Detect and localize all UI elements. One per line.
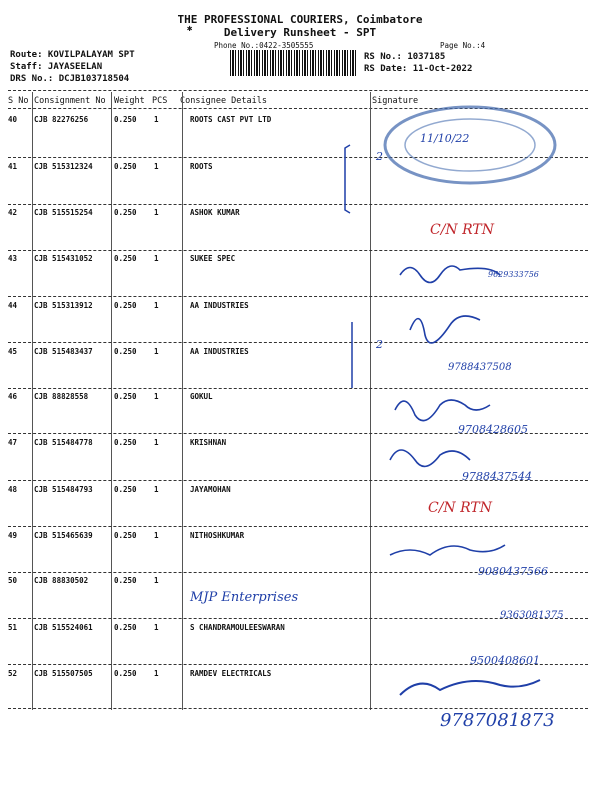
stamp-date: 11/10/22 (420, 132, 470, 145)
col-signature: Signature (372, 96, 419, 106)
mark-2a: 2 (376, 150, 383, 163)
divider (8, 90, 588, 91)
row-sno: 49 (8, 531, 18, 540)
row-consignment: CJB 515313912 (34, 301, 93, 310)
row-sno: 43 (8, 254, 18, 263)
row-pcs: 1 (154, 347, 159, 356)
row-sno: 48 (8, 485, 18, 494)
row-sno: 44 (8, 301, 18, 310)
row-consignee: NITHOSHKUMAR (190, 531, 245, 540)
row-consignment: CJB 515507505 (34, 669, 93, 678)
row-pcs: 1 (154, 576, 159, 585)
row-weight: 0.250 (114, 669, 137, 678)
signature-icon (395, 400, 490, 421)
bracket-mark (345, 145, 350, 213)
row-consignment: CJB 88828558 (34, 392, 89, 401)
row-consignment: CJB 82276256 (34, 115, 89, 124)
row-pcs: 1 (154, 438, 159, 447)
phone-note: 9629333756 (488, 270, 539, 279)
company-title: THE PROFESSIONAL COURIERS, Coimbatore (177, 13, 423, 26)
cursor-mark: ✱ (187, 24, 193, 34)
phone-note: 9708428605 (458, 423, 528, 436)
row-weight: 0.250 (114, 347, 137, 356)
runsheet-title: Delivery Runsheet - SPT (223, 26, 377, 39)
row-sno: 52 (8, 669, 18, 678)
col-consignee: Consignee Details (180, 96, 267, 106)
row-pcs: 1 (154, 254, 159, 263)
signature-icon (400, 266, 500, 283)
row-sno: 50 (8, 576, 18, 585)
col-consignment: Consignment No (34, 96, 106, 106)
row-pcs: 1 (154, 208, 159, 217)
col-weight: Weight (114, 96, 145, 106)
page-number: Page No.:4 (440, 41, 486, 50)
row-weight: 0.250 (114, 392, 137, 401)
row-pcs: 1 (154, 162, 159, 171)
row-pcs: 1 (154, 531, 159, 540)
signature-icon (390, 450, 470, 466)
row-consignment: CJB 515312324 (34, 162, 93, 171)
drs-number: DRS No.: DCJB103718504 (10, 74, 130, 84)
signature-icon (400, 680, 540, 695)
row-sno: 40 (8, 115, 18, 124)
row-sno: 41 (8, 162, 18, 171)
row-consignee: ASHOK KUMAR (190, 208, 240, 217)
row-sno: 42 (8, 208, 18, 217)
row-consignment: CJB 515465639 (34, 531, 93, 540)
phone-note: 9788437544 (462, 470, 532, 483)
row-pcs: 1 (154, 669, 159, 678)
row-consignment: CJB 515484778 (34, 438, 93, 447)
row-consignee: GOKUL (190, 392, 213, 401)
row-weight: 0.250 (114, 162, 137, 171)
row-sno: 46 (8, 392, 18, 401)
row-consignment: CJB 515524061 (34, 623, 93, 632)
row-consignment: CJB 515515254 (34, 208, 93, 217)
phone-note: 9788437508 (448, 362, 512, 373)
signature-icon (410, 316, 480, 343)
row-consignment: CJB 515484793 (34, 485, 93, 494)
row-weight: 0.250 (114, 115, 137, 124)
row-consignee: SUKEE SPEC (190, 254, 236, 263)
row-consignment: CJB 515431052 (34, 254, 93, 263)
rs-date: RS Date: 11-Oct-2022 (364, 64, 473, 74)
row-pcs: 1 (154, 392, 159, 401)
row-pcs: 1 (154, 301, 159, 310)
row-consignee: RAMDEV ELECTRICALS (190, 669, 272, 678)
stamp-inner-ring (405, 119, 535, 171)
row-weight: 0.250 (114, 438, 137, 447)
row-weight: 0.250 (114, 254, 137, 263)
row-sno: 47 (8, 438, 18, 447)
row-sno: 51 (8, 623, 18, 632)
row-consignment: CJB 88830502 (34, 576, 89, 585)
row-sno: 45 (8, 347, 18, 356)
row-weight: 0.250 (114, 485, 137, 494)
row-pcs: 1 (154, 485, 159, 494)
route: Route: KOVILPALAYAM SPT (10, 50, 135, 60)
row-weight: 0.250 (114, 301, 137, 310)
phone-note: 9363081375 (500, 610, 564, 621)
row-consignee: KRISHNAN (190, 438, 227, 447)
phone-note: 9080437566 (478, 565, 548, 578)
staff: Staff: JAYASEELAN (10, 62, 103, 72)
signature-icon (390, 545, 505, 555)
cn-rtn-note: C/N RTN (430, 222, 495, 238)
cn-rtn-note: C/N RTN (428, 500, 493, 516)
row-consignee: AA INDUSTRIES (190, 347, 249, 356)
row-weight: 0.250 (114, 531, 137, 540)
barcode (230, 50, 358, 76)
col-pcs: PCS (152, 96, 168, 106)
row-consignee: ROOTS CAST PVT LTD (190, 115, 272, 124)
row-consignee: S CHANDRAMOULEESWARAN (190, 623, 285, 632)
mark-2b: 2 (376, 338, 383, 351)
col-sno: S No (8, 96, 29, 106)
row-consignee: AA INDUSTRIES (190, 301, 249, 310)
rs-number: RS No.: 1037185 (364, 52, 446, 62)
row-weight: 0.250 (114, 576, 137, 585)
row-weight: 0.250 (114, 623, 137, 632)
phone-note: 9787081873 (440, 710, 555, 731)
row-pcs: 1 (154, 623, 159, 632)
row-consignee: JAYAMOHAN (190, 485, 231, 494)
row-weight: 0.250 (114, 208, 137, 217)
mjp-note: MJP Enterprises (190, 590, 299, 605)
phone-note: 9500408601 (470, 654, 540, 667)
row-consignee: ROOTS (190, 162, 213, 171)
row-pcs: 1 (154, 115, 159, 124)
phone-number: Phone No.:0422-3505555 (214, 41, 314, 50)
row-consignment: CJB 515483437 (34, 347, 93, 356)
